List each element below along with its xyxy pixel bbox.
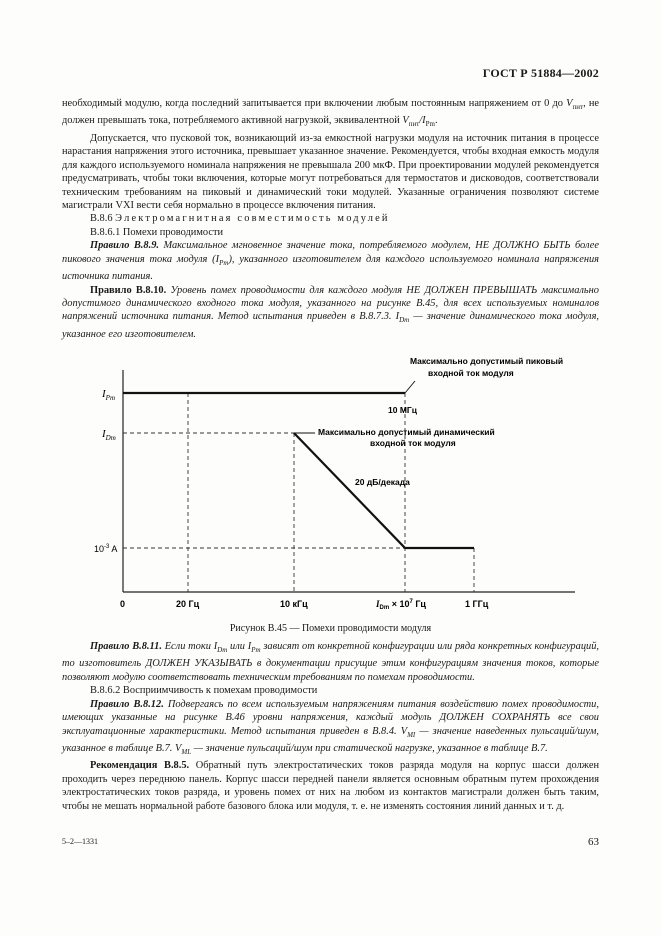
subsection-heading-8862: В.8.6.2 Восприимчивость к помехам проводимости	[90, 685, 318, 697]
y-label-idm: $I_{Dm}$	[102, 428, 116, 442]
rule-b810: Правило В.8.10. Уровень помех проводимости для каждого модуля НЕ ДОЛЖЕН ПРЕВЫШАТЬ максимально допустимого динамического входного тока модуля, указанного на рисунке В.45, для всех используемых номиналов напряжений источника питания. Метод испытания приведен в В.8.7.3. $I_{Dm}$ — значение динамического тока модуля, указанное его изготовителем.	[62, 284, 600, 340]
recommendation-b85: Рекомендация В.8.5. Обратный путь электростатических токов разряда модуля на корпус шасси должен проходить через переднюю панель. Корпус шасси передней панели является основным обратным путем прохождения электростатических токов разряда, и уровень помех от них на любом из контактов магистрали должен быть таким, чтобы не мешать нормальной работе базового блока или модуля, т. е. не изменять состояния линий данных и т. д.	[62, 760, 600, 812]
rule-b811: Правило В.8.11. Если токи $I_{Dm}$ или $I_{Pm}$ зависят от конкретной конфигурации или ряда конкретных конфигураций, то изготовитель ДОЛЖЕН УКАЗЫВАТЬ в документации присущие этим конфигурациям значения токов, которые позволяют модулю соответствовать техническим требованиям по помехам проводимости.	[62, 641, 599, 683]
peak-current-leader	[405, 381, 415, 393]
page-number: 63	[588, 836, 599, 848]
x-label-0: 0	[120, 599, 126, 609]
x-label-idm-freq: $I_{Dm} \times 10^7$ Гц	[376, 599, 426, 611]
slope-label: 20 дБ/декада	[355, 477, 410, 487]
figure-b45	[94, 355, 600, 625]
x-label-10khz: 10 кГц	[280, 599, 308, 609]
figure-caption: Рисунок В.45 — Помехи проводимости модуля	[229, 623, 432, 634]
y-label-ipm: $I_{Pm}$	[102, 388, 116, 402]
dynamic-current-label-1: Максимально допустимый динамический	[318, 427, 495, 437]
body-text-bottom	[62, 640, 599, 813]
mhz-label: 10 МГц	[388, 405, 417, 415]
rule-b812: Правило В.8.12. Подвергаясь по всем используемым напряжениям питания воздействию помех проводимости, имеющих указанные на рисунке В.46 уровни напряжения, каждый модуль ДОЛЖЕН СОХРАНЯТЬ все свои эксплуатационные характеристики. Метод испытания приведен в В.8.4. $V_{MI}$ — значение наведенных пульсаций/шум, указанное в таблице В.7. $V_{ML}$ — значение пульсаций/шум при статической нагрузке, указанное в таблице В.7.	[62, 698, 599, 757]
section-heading-886: В.8.6 Электромагнитная совместимость модулей	[90, 213, 390, 225]
peak-current-label-1: Максимально допустимый пиковый	[410, 356, 564, 366]
subsection-heading-8861: В.8.6.1 Помехи проводимости	[90, 226, 224, 238]
paragraph-continuation: необходимый модулю, когда последний запитывается при включении любым постоянным напряжением от 0 до $V_{пит}$, не должен превышать тока, потребляемого активной нагрузкой, эквивалентной $V_{пит}/I_{Pm}$.	[62, 98, 599, 129]
dynamic-current-label-2: входной ток модуля	[370, 438, 456, 448]
document-header: ГОСТ Р 51884—2002	[482, 66, 599, 80]
paragraph-inrush: Допускается, что пусковой ток, возникающий из-за емкостной нагрузки модуля на источник питания в процессе нарастания напряжения этого источника, превышает указанное значение. Рекомендуется, чтобы входная емкость модуля для каждого используемого номинала напряжения не превышала 200 мкФ. При проектировании модулей рекомендуется предусматривать, чтобы токи включения, которые могут потребоваться для термостатов и дисководов, соответствовали техническим требованиям на пиковый и динамический токи модулей. Указанные ограничения позволяют системе магистрали VXI вести себя нормально в процессе включения питания.	[62, 132, 599, 211]
body-text-top	[62, 97, 599, 341]
y-label-1ma: $10^{-3}$ A	[94, 544, 118, 554]
x-label-20hz: 20 Гц	[176, 599, 200, 609]
print-code: 5–2—1331	[62, 837, 98, 846]
rule-b89: Правило В.8.9. Максимальное мгновенное значение тока, потребляемого модулем, НЕ ДОЛЖНО БЫТЬ более пикового значения тока модуля $(I_{Pm})$, указанного изготовителем для каждого используемого номинала напряжения источника питания.	[62, 240, 599, 283]
conducted-emission-chart	[94, 355, 600, 625]
peak-current-label-2: входной ток модуля	[428, 368, 514, 378]
x-label-1ghz: 1 ГГц	[465, 599, 489, 609]
dynamic-current-line	[294, 433, 474, 548]
